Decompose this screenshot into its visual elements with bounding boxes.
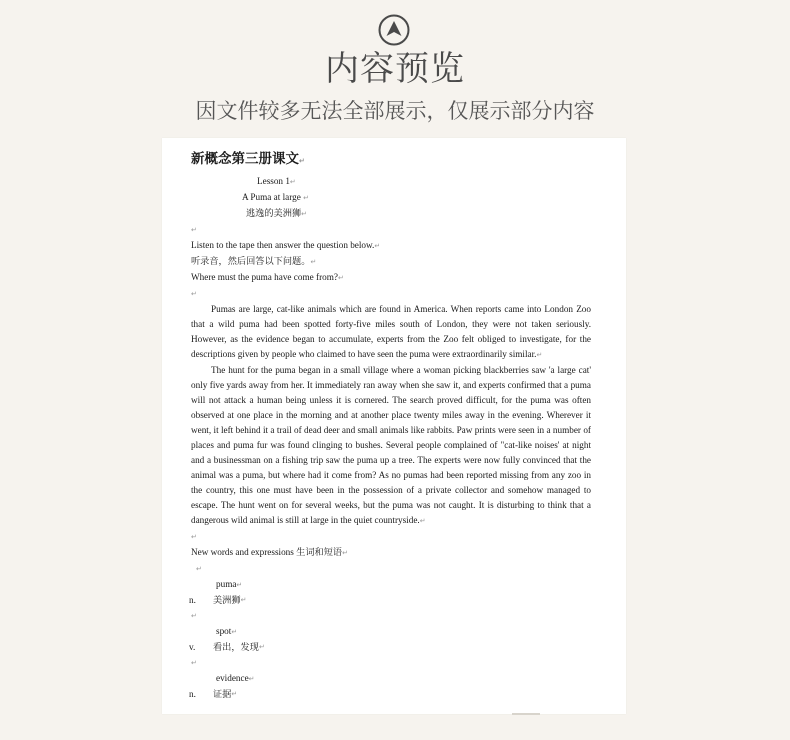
up-arrow-circle-icon [378,14,410,46]
paragraph-mark: ↵ [231,628,238,636]
vocab-definition: n. 证据 ↵ [189,687,591,702]
paragraph-mark: ↵ [342,549,348,557]
blank-line [191,222,591,238]
paragraph-mark: ↵ [240,596,247,604]
scroll-indicator[interactable] [512,713,540,715]
instruction-zh: 听录音，然后回答以下问题。↵ [191,256,317,266]
paragraph-mark: ↵ [303,194,309,202]
paragraph-mark: ↵ [374,242,381,250]
document-content [191,148,591,702]
blank-line [191,286,591,302]
instruction-en: Listen to the tape then answer the question below.↵ [191,240,381,250]
page-subtitle: 因文件较多无法全部展示，仅展示部分内容 [195,99,595,123]
document-preview [162,138,626,714]
paragraph-mark: ↵ [231,690,238,698]
part-of-speech: v. [189,642,196,652]
vocab-definition: n. 美洲狮 ↵ [189,593,591,608]
lesson-title-zh: 逃逸的美洲狮↵ [246,208,307,218]
blank-line [191,608,591,624]
blank-line [191,655,591,671]
blank-line [191,529,591,545]
vocab-word: spot↵ [216,626,238,636]
lesson-title-en: A Puma at large ↵ [242,192,309,202]
paragraph-mark: ↵ [191,533,197,541]
paragraph-mark: ↵ [419,517,426,525]
paragraph-1: Pumas are large, cat-like animals which are found in America. When reports came into London Zoo that a wild puma had been spotted forty-five miles south of London, they were not taken seriously. However, as the evidence began to accumulate, experts from the Zoo felt obliged to investigate, for the descriptions given by people who claimed to have seen the puma were extraordinarily similar.↵ [191,304,591,359]
page-title: 内容预览 [325,49,465,89]
question: Where must the puma have come from?↵ [191,272,344,282]
paragraph-mark: ↵ [196,565,202,573]
paragraph-mark: ↵ [258,643,265,651]
paragraph-mark: ↵ [536,351,543,359]
vocab-word: puma↵ [216,579,243,589]
paragraph-mark: ↵ [337,274,344,282]
vocab-definition: v. 看出，发现 ↵ [189,640,591,655]
part-of-speech: n. [189,595,196,605]
paragraph-mark: ↵ [191,290,197,298]
paragraph-2: The hunt for the puma began in a small village where a woman picking blackberries saw 'a large cat' only five yards away from her. It immediately ran away when she saw it, and experts confirmed that a puma will not attack a human being unless it is cornered. The search proved difficult, for the puma was often observed at one place in the morning and at another place twenty miles away in the evening. Wherever it went, it left behind it a trail of dead deer and small animals like rabbits. Paw prints were seen in a number of places and puma fur was found clinging to bushes. Several people complained of "cat-like noises' at night and a businessman on a fishing trip saw the puma up a tree. The experts were now fully convinced that the animal was a puma, but where had it come from? As no pumas had been reported missing from any zoo in the country, this one must have been in the possession of a private collector and somehow managed to escape. The hunt went on for several weeks, but the puma was not caught. It is disturbing to think that a dangerous wild animal is still at large in the quiet countryside.↵ [191,365,591,525]
paragraph-mark: ↵ [191,226,197,234]
paragraph-mark: ↵ [248,675,255,683]
lesson-number: Lesson 1↵ [257,176,296,186]
paragraph-mark: ↵ [301,210,307,218]
paragraph-mark: ↵ [299,157,305,165]
paragraph-mark: ↵ [236,581,243,589]
blank-line [191,561,591,577]
vocab-heading: New words and expressions 生词和短语↵ [191,547,348,557]
document-title: 新概念第三册课文↵ [191,151,305,166]
paragraph-mark: ↵ [289,178,296,186]
paragraph-mark: ↵ [191,659,197,667]
paragraph-mark: ↵ [310,258,317,266]
paragraph-mark: ↵ [191,612,197,620]
vocab-word: evidence↵ [216,673,255,683]
part-of-speech: n. [189,689,196,699]
